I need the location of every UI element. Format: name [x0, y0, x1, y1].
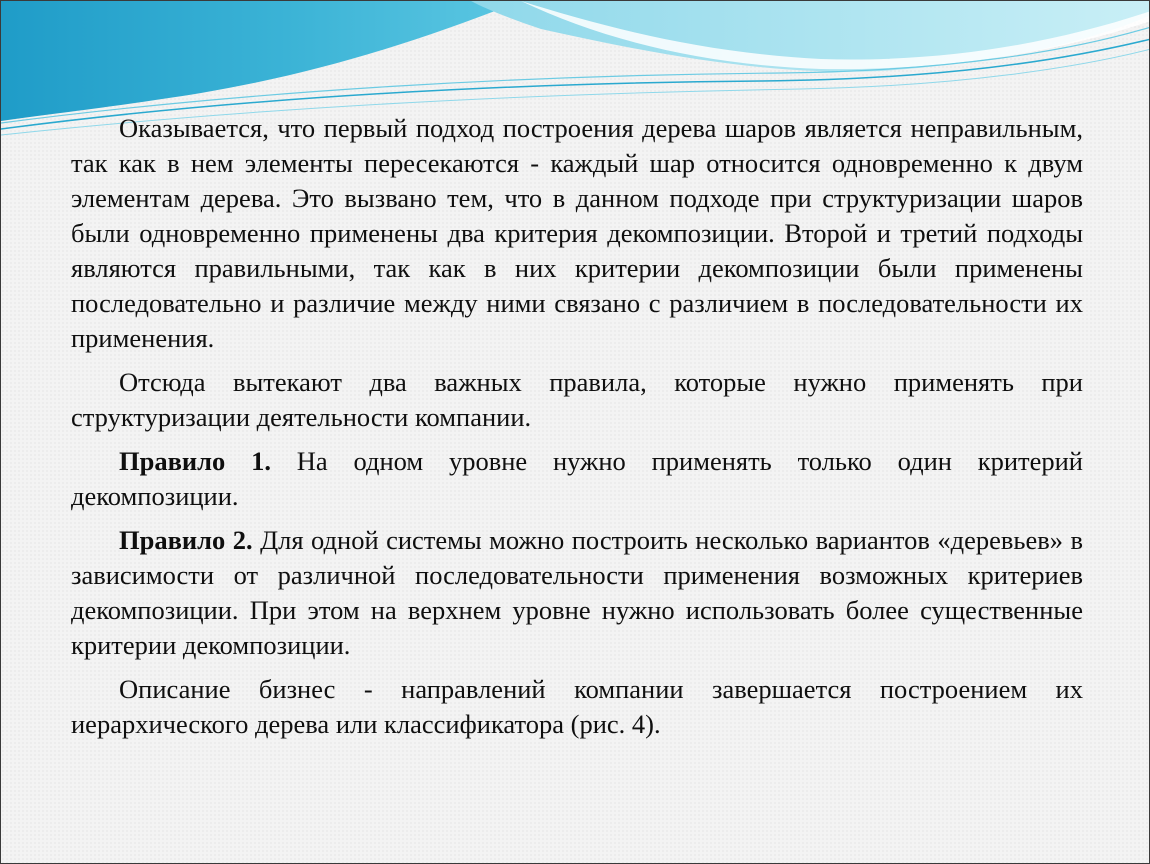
paragraph-text: Описание бизнес - направлений компании завершается построением их иерархического дерева или классификатора (рис. 4).: [71, 674, 1083, 739]
rule-1-lead: Правило 1.: [119, 446, 271, 476]
rule-2-lead: Правило 2.: [119, 525, 253, 555]
rule-2-paragraph: [71, 523, 1083, 663]
paragraph-text: Для одной системы можно построить несколько вариантов «деревьев» в зависимости от различной последовательности применения возможных критериев декомпозиции. При этом на верхнем уровне нужно использовать более существенные критерии декомпозиции.: [71, 525, 1083, 660]
paragraph: [71, 365, 1083, 435]
slide-body-text: [71, 111, 1083, 751]
paragraph-text: На одном уровне нужно применять только один критерий декомпозиции.: [71, 446, 1083, 511]
wave-band-dark: [1, 1, 521, 121]
paragraph-text: Отсюда вытекают два важных правила, которые нужно применять при структуризации деятельности компании.: [71, 367, 1083, 432]
paragraph: [71, 672, 1083, 742]
paragraph: [71, 111, 1083, 356]
paragraph-text: Оказывается, что первый подход построения дерева шаров является неправильным, так как в нем элементы пересекаются - каждый шар относится одновременно к двум элементам дерева. Это вызвано тем, что в данном подходе при структуризации шаров были одновременно применены два критерия декомпозиции. Второй и третий подходы являются правильными, так как в них критерии декомпозиции были применены последовательно и различие между ними связано с различием в последовательности их применения.: [71, 113, 1083, 353]
rule-1-paragraph: [71, 444, 1083, 514]
